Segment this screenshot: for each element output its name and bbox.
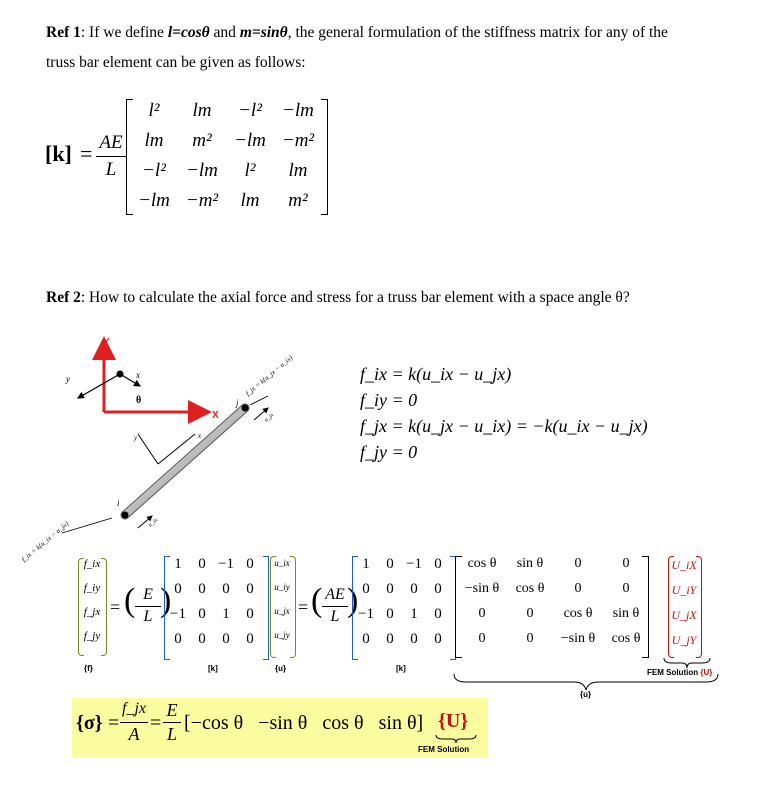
eq-sign-1: = [110, 597, 121, 617]
label-u-jx: u_jx [263, 412, 276, 424]
t-matrix-cell: sin θ [612, 606, 640, 621]
t-matrix-cell: 0 [574, 556, 582, 571]
k-symbol: [k] [45, 141, 72, 166]
paren-open-2: ( [311, 582, 323, 619]
k1-matrix-cell: 0 [198, 606, 206, 622]
k1-matrix-cell: 0 [246, 556, 254, 572]
U-vec-entry: U_jY [671, 633, 697, 647]
stiffness-matrix-cell: −m² [185, 190, 219, 211]
force-eq-1: f_ix = k(u_ix − u_jx) [360, 364, 512, 384]
L-den: L [166, 724, 177, 744]
truss-bar [125, 408, 245, 515]
u-bottom-label: {u} [580, 690, 592, 699]
ref1-paragraph [46, 18, 736, 47]
k2-matrix-cell: 1 [410, 606, 418, 622]
t-matrix-cell: cos θ [515, 581, 545, 596]
t-matrix-cell: cos θ [611, 631, 641, 646]
f-vec-entry: f_jx [83, 606, 101, 618]
stress-underbrace [434, 734, 478, 744]
t-matrix-cell: −sin θ [560, 631, 596, 646]
k2-matrix-cell: 0 [434, 581, 442, 597]
fem-label-2: FEM Solution [418, 745, 470, 754]
k1-matrix-cell: 1 [174, 556, 182, 572]
k1-matrix-cell: −1 [218, 556, 234, 572]
label-X: X [212, 410, 219, 421]
force-eq-2: f_iy = 0 [360, 390, 418, 410]
label-node-j: j [236, 398, 239, 408]
k1-matrix-cell: 0 [174, 631, 182, 647]
k1-right [263, 556, 269, 660]
k1-matrix-cell: 0 [222, 631, 230, 647]
stiffness-matrix-cell: −l² [142, 160, 166, 181]
k2-matrix-cell: 0 [362, 631, 370, 647]
origin-dot [117, 371, 124, 378]
k2-matrix-cell: −1 [406, 556, 422, 572]
f-label: {f} [84, 664, 93, 673]
k1-matrix-cell: 0 [174, 581, 182, 597]
eq-sign-4: = [150, 712, 162, 734]
transform-row: [−cos θ −sin θ cos θ sin θ] [184, 712, 424, 734]
t-matrix-cell: 0 [574, 581, 582, 596]
equals-sign: = [80, 141, 93, 166]
t-matrix-cell: 0 [622, 556, 630, 571]
fjx-num: f_jx [122, 700, 146, 717]
local-y-axis [78, 374, 120, 398]
t-matrix-cell: −sin θ [464, 581, 500, 596]
k2-matrix-cell: 0 [410, 581, 418, 597]
label-u-ix: u_ix [147, 517, 160, 529]
t-matrix-cell: 0 [478, 631, 486, 646]
ref2-paragraph [46, 283, 736, 312]
E-num: E [166, 700, 178, 720]
u-label: {u} [275, 664, 287, 673]
stiffness-matrix-cell: −lm [138, 190, 170, 211]
ae-num-3: AE [325, 586, 345, 603]
k2-matrix-cell: 1 [362, 556, 370, 572]
ref2-label: Ref 2 [46, 289, 81, 306]
f-vec-entry: f_jy [83, 630, 101, 642]
fraction-bar [96, 156, 126, 157]
stiffness-matrix-cell: lm [144, 130, 164, 151]
t-matrix-cell: cos θ [563, 606, 593, 621]
k1-matrix-cell: 0 [198, 556, 206, 572]
force-eq-4: f_jy = 0 [360, 442, 418, 462]
label-f-ix: f_ix = k(u_ix − u_jx) [20, 519, 71, 564]
t-matrix-cell: cos θ [467, 556, 497, 571]
u-vec-entry: u_jx [274, 606, 290, 616]
u-underbrace [452, 672, 722, 692]
ref1-text-a: : If we define [80, 24, 168, 41]
k2-matrix-cell: 0 [386, 556, 394, 572]
k2-matrix-cell: 0 [386, 581, 394, 597]
U-vec-entry: U_jX [671, 608, 697, 622]
stiffness-matrix-cell: m² [192, 130, 212, 151]
label-x-bar: x [198, 432, 202, 440]
stiffness-matrix-cell: −m² [281, 130, 315, 151]
eq-sign-2: = [298, 597, 309, 617]
bar-local-y [138, 434, 158, 464]
u-vec-entry: u_iy [274, 582, 290, 592]
force-eq-3: f_jx = k(u_jx − u_ix) = −k(u_ix − u_jx) [360, 416, 648, 436]
t-matrix-cell: sin θ [516, 556, 544, 571]
k2-matrix-cell: 0 [386, 631, 394, 647]
paren-open-1: ( [124, 582, 136, 619]
t-matrix-cell: 0 [526, 606, 534, 621]
f-vec-entry: f_iy [83, 582, 101, 594]
l-denominator: L [105, 159, 117, 180]
label-node-i: i [117, 498, 120, 508]
theta-label: θ [136, 395, 142, 406]
stiffness-matrix-cell: −lm [234, 130, 266, 151]
l-den-3: L [330, 608, 340, 625]
k2-matrix-cell: 0 [434, 606, 442, 622]
k1-matrix-cell: 0 [246, 581, 254, 597]
svg-text:x: x [136, 370, 140, 380]
ref1-paragraph-line2 [46, 48, 736, 77]
stiffness-matrix-cell: −lm [282, 100, 314, 121]
label-y-local: y [66, 374, 70, 384]
stiffness-matrix-cell: l² [244, 160, 256, 181]
fem-solution-label: FEM Solution {U} [647, 668, 713, 677]
stiffness-matrix-cell: −l² [238, 100, 262, 121]
k2-matrix-cell: 0 [434, 556, 442, 572]
f-jx-leader [250, 396, 268, 405]
paren-close-1: ) [160, 582, 172, 619]
u-vec-entry: u_ix [274, 558, 290, 568]
stiffness-matrix-cell: −lm [186, 160, 218, 181]
eq-sign-3: = [108, 712, 120, 734]
stiffness-matrix-cell: lm [288, 160, 308, 181]
svg-text:y: y [134, 434, 138, 442]
k1-matrix-cell: 0 [198, 631, 206, 647]
ref1-text-c: truss bar element can be given as follows: [46, 54, 306, 71]
k-label-2: [k] [396, 664, 406, 673]
U-vec-entry: U_iY [671, 583, 697, 597]
m-definition: m=sinθ [239, 24, 288, 41]
stiffness-matrix-cell: l² [148, 100, 160, 121]
k2-matrix-cell: 0 [386, 606, 394, 622]
k1-matrix-cell: 0 [198, 581, 206, 597]
k1-matrix-cell: 0 [246, 606, 254, 622]
k2-matrix-cell: −1 [358, 606, 374, 622]
U-vec-entry: U_iX [671, 558, 697, 572]
k2-matrix-cell: 0 [410, 631, 418, 647]
ae-numerator: AE [99, 132, 123, 153]
sigma-symbol: {σ} [76, 712, 103, 734]
f-vec-entry: f_ix [83, 558, 101, 570]
t-matrix-cell: 0 [622, 581, 630, 596]
stiffness-matrix-cell: lm [240, 190, 260, 211]
l-definition: l=cosθ [167, 24, 210, 41]
k1-matrix-cell: 1 [222, 606, 230, 622]
ae-num-2: E [143, 586, 153, 603]
paren-close-2: ) [347, 582, 359, 619]
U-symbol: {U} [438, 710, 469, 732]
k2-matrix-cell: 0 [362, 581, 370, 597]
k-label-1: [k] [208, 664, 218, 673]
frac-bar-4 [120, 722, 148, 723]
A-den: A [128, 724, 140, 744]
frac-bar-3 [322, 606, 348, 607]
frac-bar-5 [163, 722, 181, 723]
frac-bar-2 [135, 606, 161, 607]
k2-matrix-cell: 0 [434, 631, 442, 647]
t-matrix-cell: 0 [526, 631, 534, 646]
stiffness-matrix-cell: lm [192, 100, 212, 121]
k1-matrix-cell: −1 [170, 606, 186, 622]
truss-diagram [0, 330, 360, 564]
node-j [242, 405, 249, 412]
label-f-jx: f_jx = k(u_jx − u_ix) [244, 353, 295, 398]
ref1-text-b: , the general formulation of the stiffness matrix for any of the [287, 24, 668, 41]
l-den-2: L [143, 608, 153, 625]
ref2-text: : How to calculate the axial force and stress for a truss bar element with a space angle θ? [80, 289, 630, 306]
stiffness-matrix-cell: m² [288, 190, 308, 211]
t-matrix-cell: 0 [478, 606, 486, 621]
matrix-right-bracket [321, 99, 328, 215]
k1-matrix-cell: 0 [246, 631, 254, 647]
ref1-label: Ref 1 [46, 24, 81, 41]
label-Y: Y [103, 337, 110, 348]
k1-matrix-cell: 0 [222, 581, 230, 597]
u-vec-entry: u_jy [274, 630, 290, 640]
node-i [122, 512, 129, 519]
ref1-and: and [209, 24, 240, 41]
